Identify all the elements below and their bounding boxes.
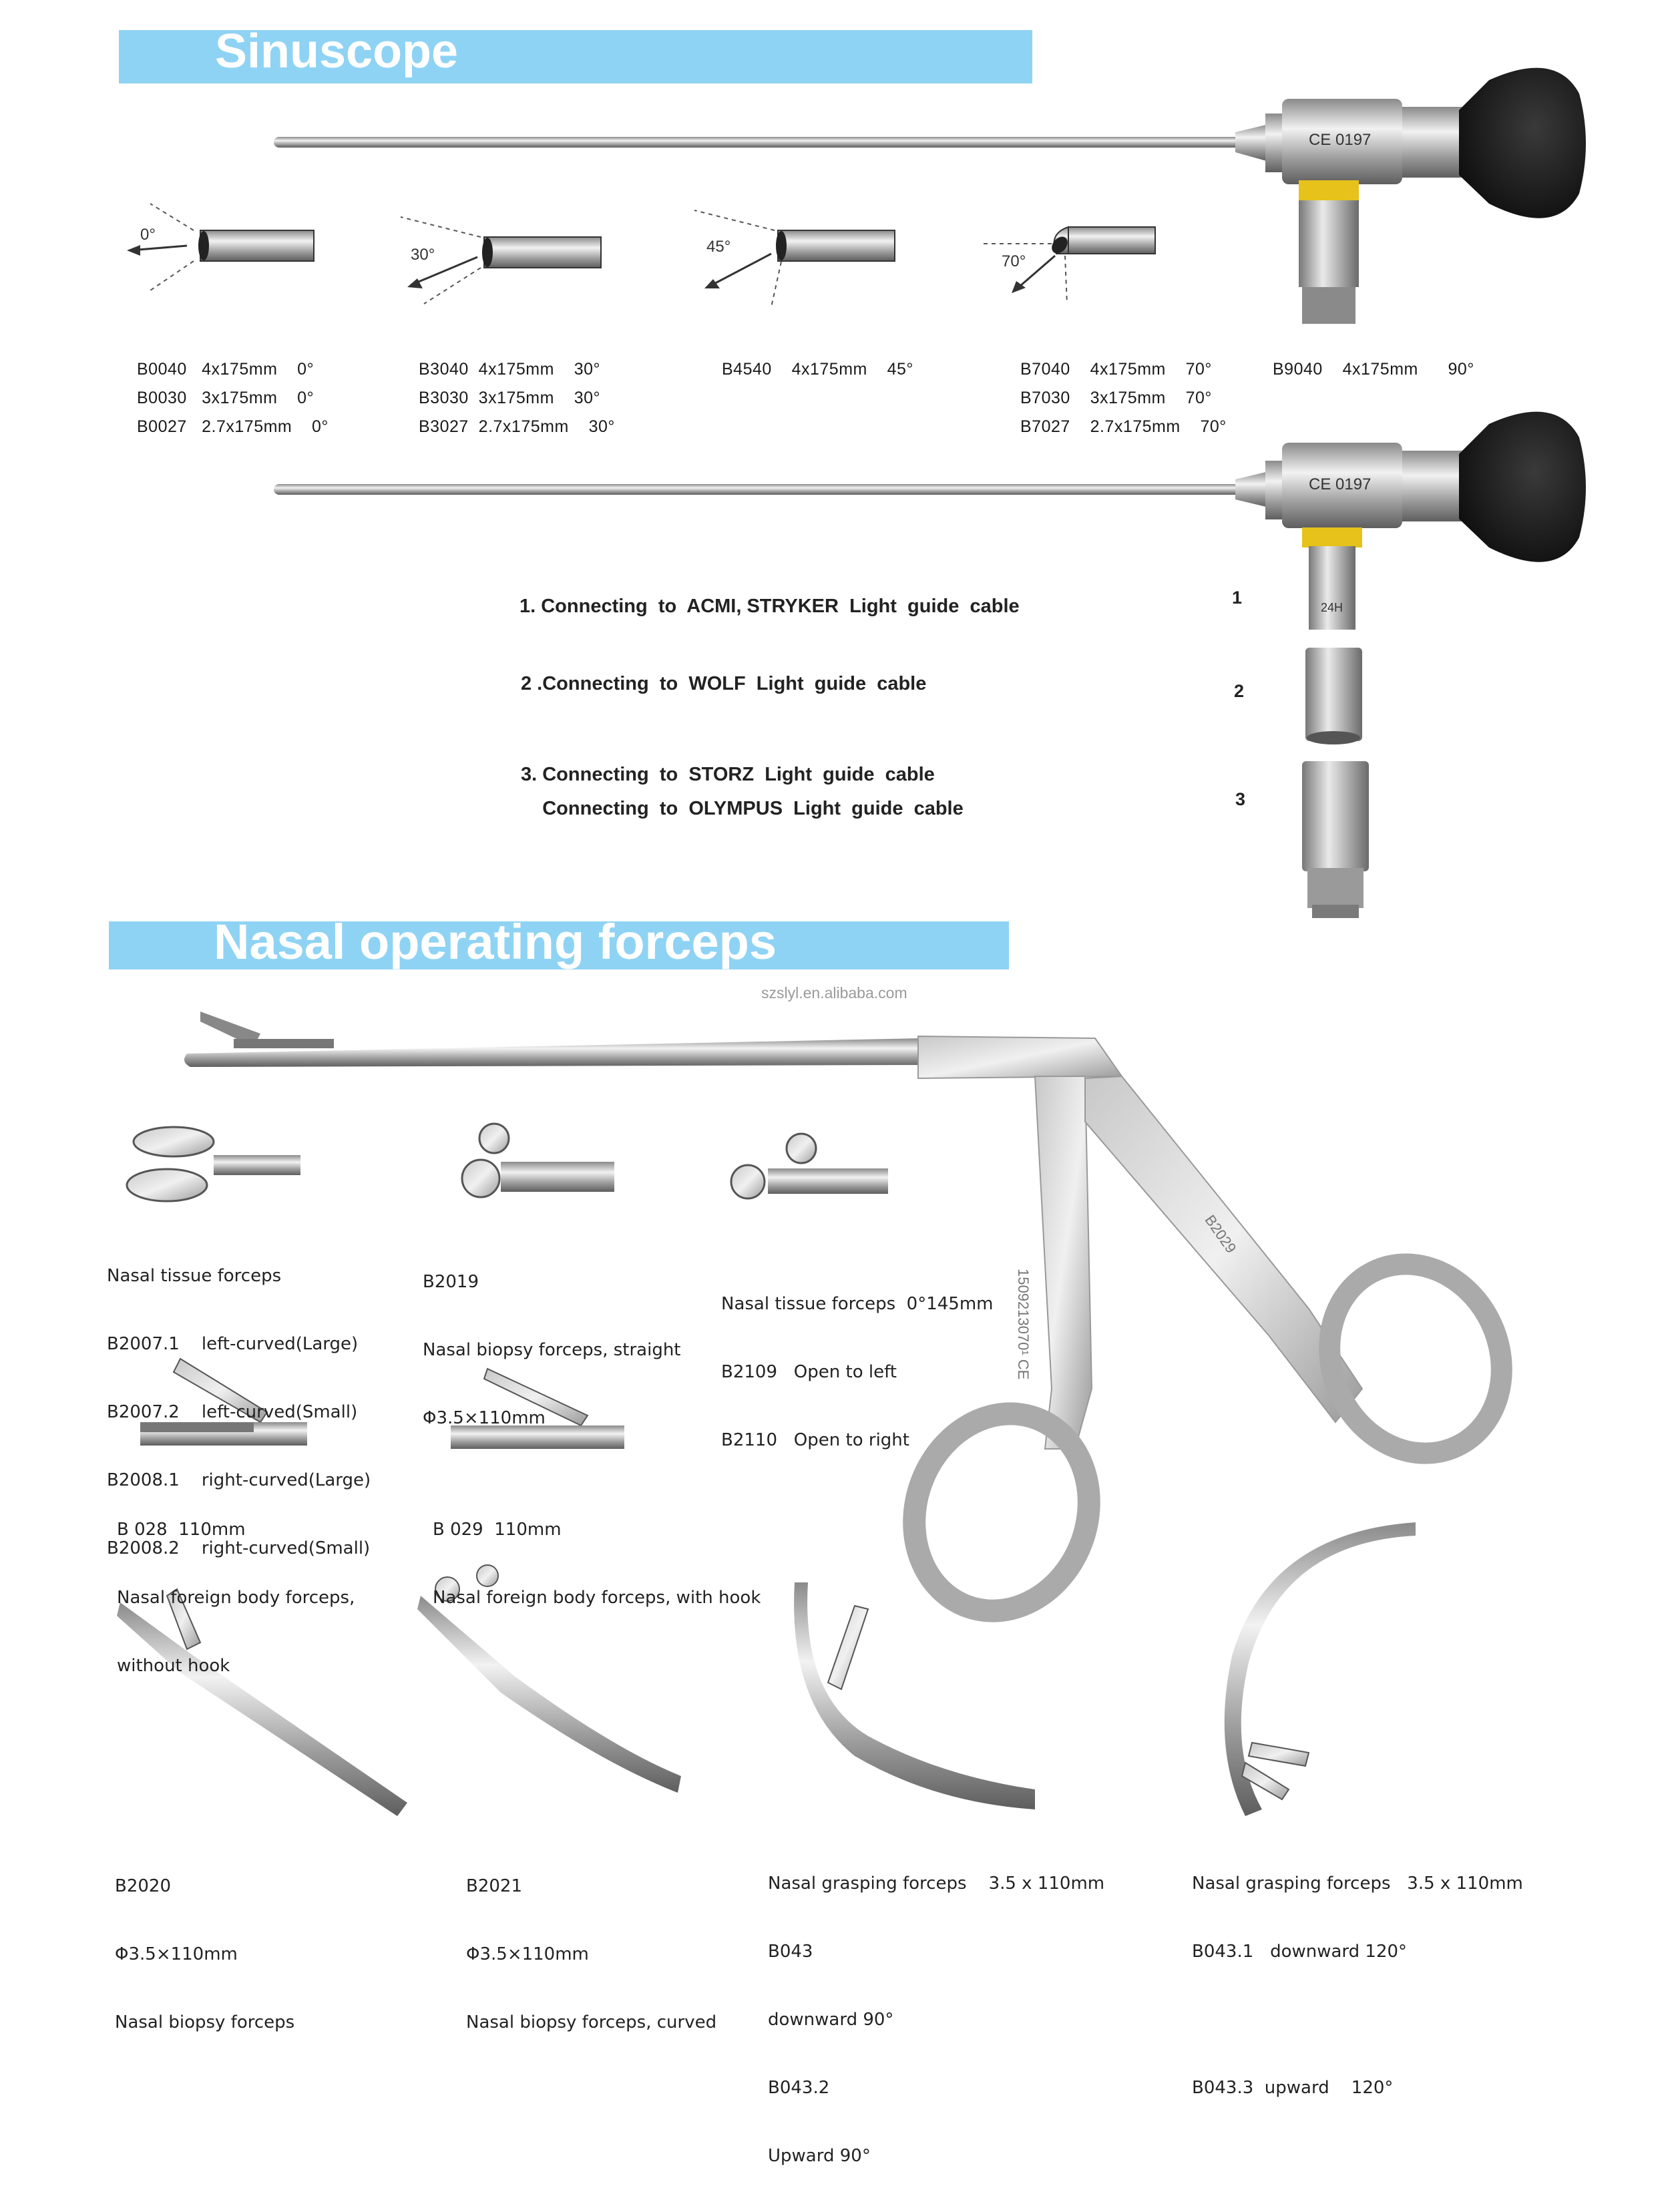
spec-col4-row2: B7030 3x175mm 70°: [1020, 389, 1212, 407]
caption-biopsy-straight: [423, 1225, 681, 1452]
caption-line: B2109 Open to left: [721, 1362, 897, 1382]
spec-col4-row1: B7040 4x175mm 70°: [1020, 360, 1212, 379]
spec-col4-row3: B7027 2.7x175mm 70°: [1020, 417, 1227, 436]
caption-b028: [117, 1473, 355, 1700]
connector-label: 24H: [1321, 601, 1343, 614]
caption-tissue-145: [721, 1247, 993, 1474]
caption-line: Nasal tissue forceps 0°145mm: [721, 1294, 994, 1314]
caption-line: Nasal grasping forceps 3.5 x 110mm: [768, 1874, 1105, 1894]
caption-b2021: [466, 1829, 716, 2056]
caption-line: B2008.2 right-curved(Small): [107, 1538, 371, 1558]
caption-line: Φ3.5×110mm: [466, 1944, 589, 1964]
caption-line: B043.3 upward 120°: [1192, 2078, 1394, 2098]
caption-line: B 029 110mm: [433, 1520, 562, 1540]
caption-line: Φ3.5×110mm: [423, 1408, 546, 1428]
forceps-title: Nasal operating forceps: [214, 914, 777, 969]
watermark: szslyl.en.alibaba.com: [761, 984, 907, 1002]
caption-line: B2008.1 right-curved(Large): [107, 1470, 371, 1490]
angle-label-70: 70°: [1002, 252, 1026, 270]
caption-line: B2007.1 left-curved(Large): [107, 1334, 359, 1354]
caption-line: Nasal biopsy forceps: [115, 2012, 295, 2032]
caption-line: B2110 Open to right: [721, 1430, 909, 1450]
spec-col1-row3: B0027 2.7x175mm 0°: [137, 417, 329, 436]
tip-image-b0431: [1189, 1529, 1429, 1823]
caption-line: B043: [768, 1942, 813, 1962]
connector-number-2: 2: [1234, 681, 1245, 701]
caption-line: Φ3.5×110mm: [115, 1944, 238, 1964]
tip-image-tissue-145: [721, 1128, 895, 1209]
caption-line: downward 90°: [768, 2010, 894, 2030]
angle-label-45: 45°: [706, 238, 731, 256]
connection-line-1: 1. Connecting to ACMI, STRYKER Light guide cable: [519, 596, 1020, 617]
caption-line: Nasal tissue forceps: [107, 1266, 282, 1286]
caption-line: Nasal grasping forceps 3.5 x 110mm: [1192, 1874, 1523, 1894]
caption-line: Nasal foreign body forceps,: [117, 1588, 355, 1608]
connection-line-4: Connecting to OLYMPUS Light guide cable: [521, 798, 964, 819]
caption-b043: [768, 1827, 1104, 2190]
sinuscope-title: Sinuscope: [215, 25, 459, 78]
caption-b2020: [115, 1829, 294, 2056]
connection-line-2: 2 .Connecting to WOLF Light guide cable: [521, 673, 927, 694]
connector-number-1: 1: [1232, 588, 1243, 608]
forceps-engraving-model: B2029: [1201, 1212, 1240, 1257]
ce-mark-top: CE 0197: [1309, 131, 1372, 149]
angle-label-30: 30°: [411, 246, 435, 264]
tip-image-tissue-forceps: [120, 1115, 307, 1215]
spec-col2-row2: B3030 3x175mm 30°: [419, 389, 601, 407]
caption-b029: [433, 1473, 761, 1632]
caption-line: Nasal foreign body forceps, with hook: [433, 1588, 761, 1608]
caption-line: B2020: [115, 1876, 172, 1896]
caption-b0431: [1192, 1827, 1523, 2122]
spec-col1-row2: B0030 3x175mm 0°: [137, 389, 314, 407]
caption-line: without hook: [117, 1656, 230, 1676]
connection-line-3: 3. Connecting to STORZ Light guide cable: [521, 764, 935, 785]
forceps-engraving-vertical: 1509213070¹ CE: [1015, 1269, 1032, 1380]
spec-col3-row1: B4540 4x175mm 45°: [722, 360, 913, 379]
caption-line: B2021: [466, 1876, 523, 1896]
spec-col2-row3: B3027 2.7x175mm 30°: [419, 417, 615, 436]
caption-line: Nasal biopsy forceps, straight: [423, 1340, 681, 1360]
caption-line: Nasal biopsy forceps, curved: [466, 2012, 717, 2032]
spec-col2-row1: B3040 4x175mm 30°: [419, 360, 601, 379]
caption-line: B2007.2 left-curved(Small): [107, 1402, 358, 1422]
tip-image-b043: [788, 1569, 1042, 1823]
caption-line: B 028 110mm: [117, 1520, 246, 1540]
angle-label-0: 0°: [140, 226, 156, 244]
connector-number-3: 3: [1235, 789, 1246, 809]
caption-line: B043.2: [768, 2078, 830, 2098]
caption-line: [1192, 2008, 1523, 2031]
ce-mark-bottom: CE 0197: [1309, 475, 1372, 493]
tip-image-biopsy-straight: [434, 1118, 621, 1212]
caption-line: Upward 90°: [768, 2146, 871, 2166]
spec-col5-row1: B9040 4x175mm 90°: [1273, 360, 1474, 379]
caption-line: B043.1 downward 120°: [1192, 1942, 1408, 1962]
caption-line: B2019: [423, 1272, 479, 1292]
spec-col1-row1: B0040 4x175mm 0°: [137, 360, 314, 379]
